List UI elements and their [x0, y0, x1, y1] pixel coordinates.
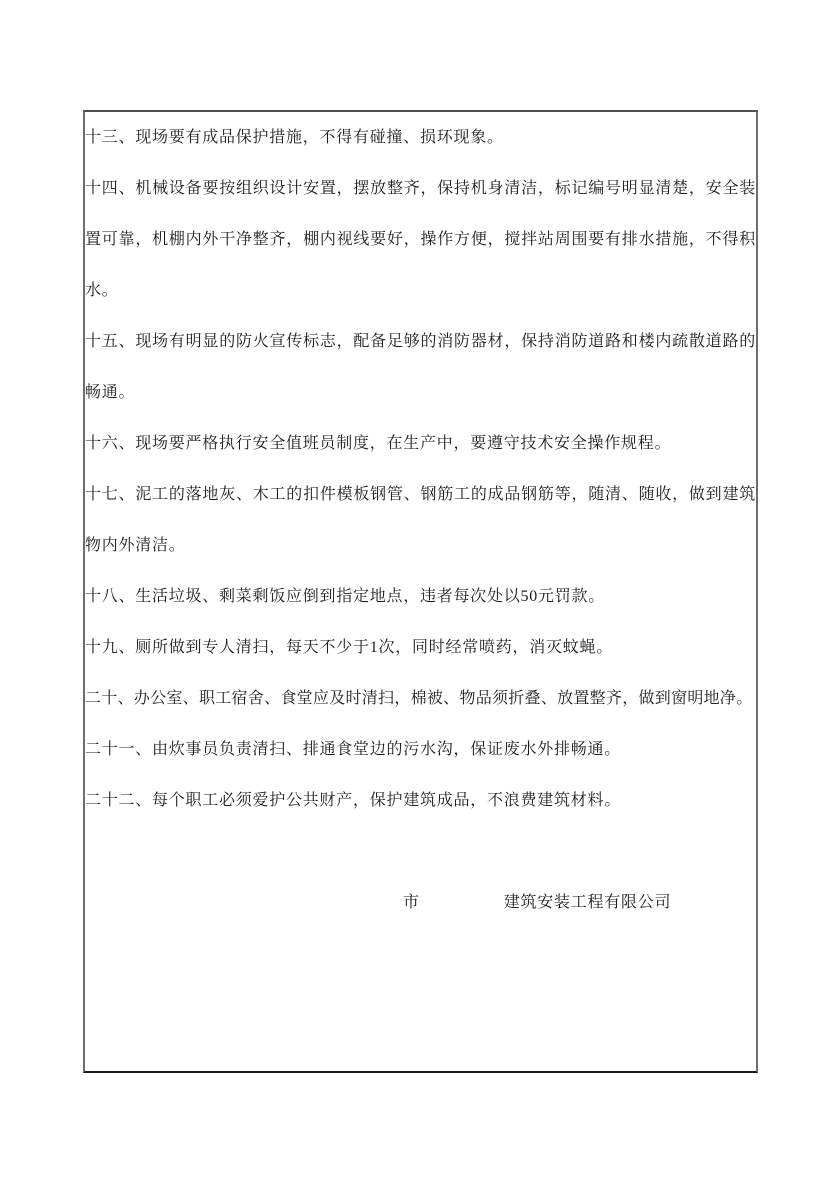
doc-paragraph-17: 十七、泥工的落地灰、木工的扣件模板钢管、钢筋工的成品钢筋等，随清、随收，做到建筑物内外清洁。 — [85, 486, 756, 554]
doc-paragraph-20: 二十、办公室、职工宿舍、食堂应及时清扫，棉被、物品须折叠、放置整齐，做到窗明地净。 — [85, 690, 753, 707]
doc-paragraph-13: 十三、现场要有成品保护措施，不得有碰撞、损环现象。 — [85, 129, 504, 146]
doc-paragraph-22: 二十二、每个职工必须爱护公共财产，保护建筑成品，不浪费建筑材料。 — [85, 792, 622, 809]
doc-paragraph-21: 二十一、由炊事员负责清扫、排通食堂边的污水沟，保证废水外排畅通。 — [85, 741, 622, 758]
doc-paragraph-18: 十八、生活垃圾、剩菜剩饭应倒到指定地点，违者每次处以50元罚款。 — [85, 588, 606, 605]
signature-company: 建筑安装工程有限公司 — [503, 894, 672, 911]
doc-paragraph-14: 十四、机械设备要按组织设计安置，摆放整齐，保持机身清洁，标记编号明显清楚，安全装置可靠，机棚内外干净整齐，棚内视线要好，操作方便，搅拌站周围要有排水措施，不得积水。 — [85, 180, 756, 299]
doc-paragraph-16: 十六、现场要严格执行安全值班员制度，在生产中，要遵守技术安全操作规程。 — [85, 435, 672, 452]
signature-city: 市 — [403, 894, 420, 911]
doc-paragraph-15: 十五、现场有明显的防火宣传标志，配备足够的消防器材，保持消防道路和楼内疏散道路的畅通。 — [85, 333, 756, 401]
content-border-box — [83, 110, 758, 1073]
doc-paragraph-19: 十九、厕所做到专人清扫，每天不少于1次，同时经常喷药，消灭蚊蝇。 — [85, 639, 614, 656]
signature-line — [85, 877, 756, 928]
